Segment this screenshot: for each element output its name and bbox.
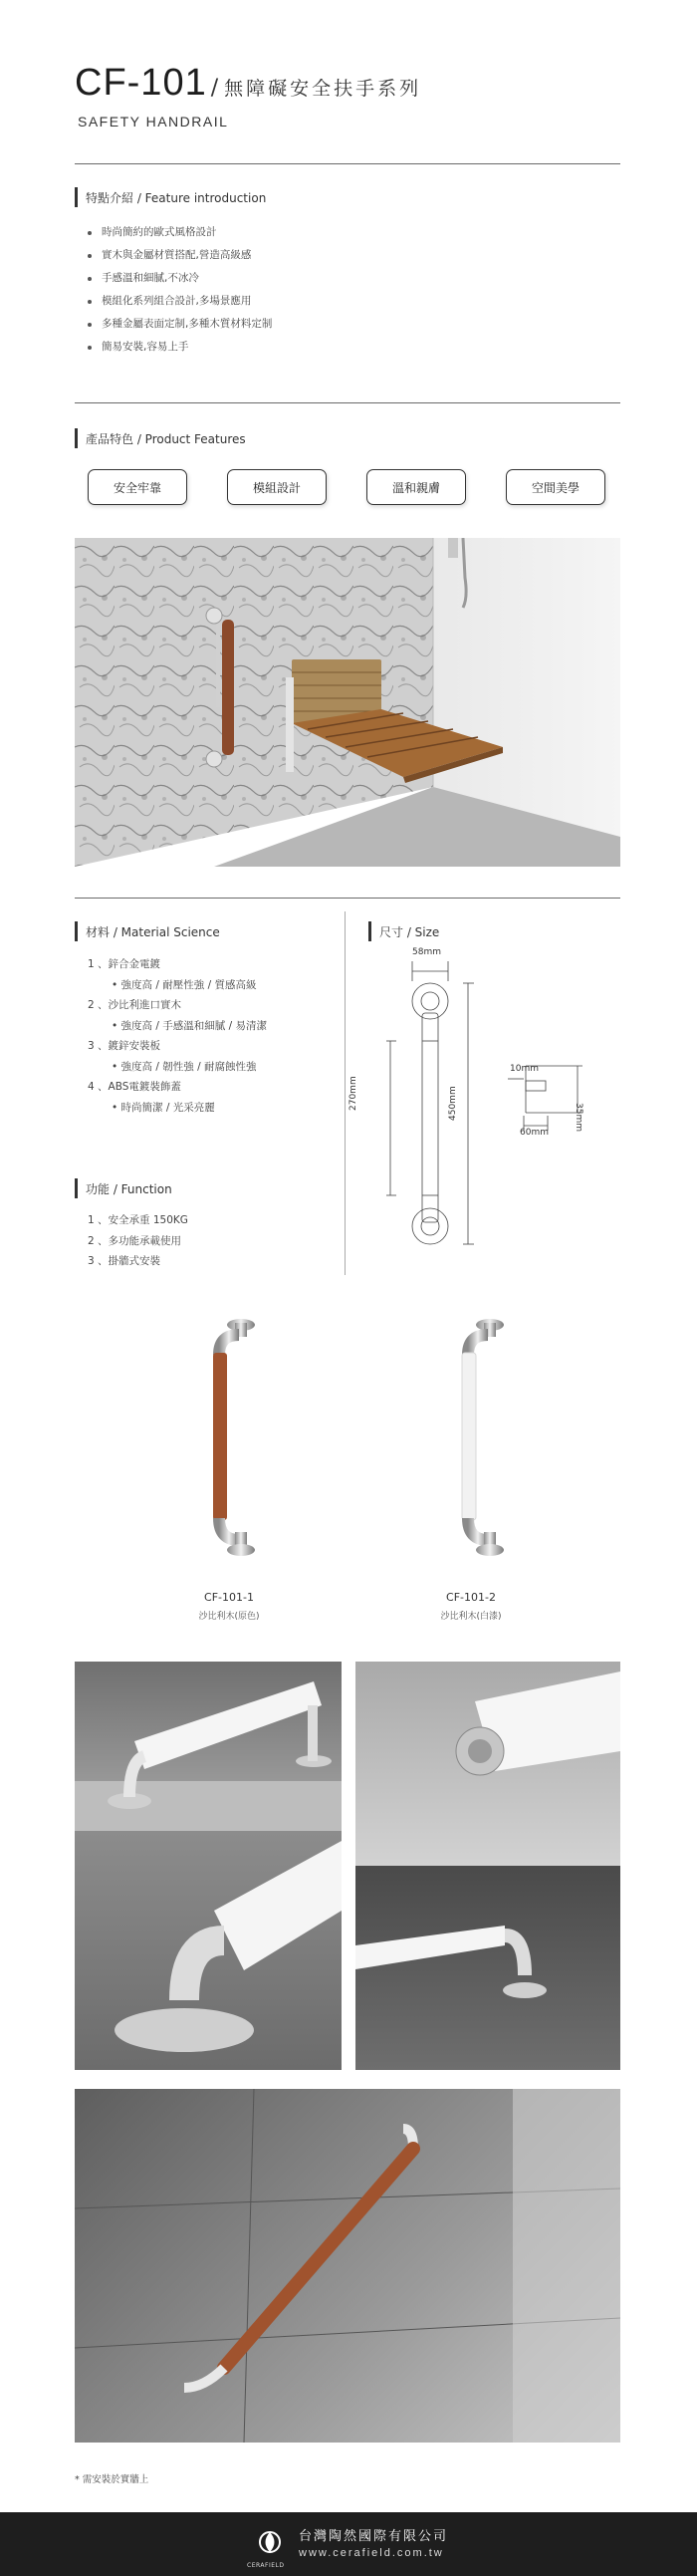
heading-label: 尺寸 / Size	[379, 924, 440, 939]
material-detail: • 強度高 / 耐壓性強 / 質感高級	[112, 978, 257, 991]
title-row	[75, 62, 421, 105]
dim-width: 58mm	[412, 947, 441, 957]
dim-depth: 35mm	[574, 1103, 583, 1132]
brand-logo-icon	[251, 2524, 289, 2566]
divider	[75, 898, 620, 899]
product-desc-1: 沙比利木(原色)	[198, 1612, 260, 1622]
bullet-icon	[88, 323, 92, 327]
material-list	[88, 954, 267, 1118]
footer	[0, 2512, 697, 2576]
heading-label: 特點介紹 / Feature introduction	[86, 190, 267, 205]
title-slash: /	[210, 76, 219, 101]
list-item-text: 實木與金屬材質搭配,營造高級感	[102, 249, 252, 261]
hero-photo	[75, 538, 620, 867]
company-name: 台灣陶然國際有限公司	[299, 2529, 449, 2544]
heading-bar	[75, 1178, 78, 1198]
heading-bar	[75, 921, 78, 941]
detail-photo-1	[75, 1662, 342, 1831]
product-desc-2: 沙比利木(白漆)	[440, 1612, 502, 1622]
size-diagram	[348, 947, 617, 1280]
list-item-text: 模組化系列組合設計,多場景應用	[102, 295, 252, 307]
divider	[75, 402, 620, 403]
material-detail: • 時尚簡潔 / 光采亮麗	[112, 1101, 215, 1114]
detail-photo-4	[355, 1866, 620, 2070]
size-heading	[368, 921, 439, 941]
dim-total: 450mm	[448, 1086, 458, 1121]
list-item-text: 手感溫和細膩,不冰冷	[102, 272, 199, 284]
detail-photo-2	[355, 1662, 620, 1866]
product-image-2	[428, 1305, 528, 1574]
list-item	[88, 267, 272, 290]
bullet-icon	[88, 346, 92, 350]
heading-bar	[75, 187, 78, 207]
bullet-icon	[88, 231, 92, 235]
material-item: 4 、ABS電鍍裝飾蓋	[88, 1081, 181, 1093]
dim-inner: 270mm	[348, 1076, 358, 1111]
install-note: * 需安裝於實牆上	[75, 2474, 149, 2485]
heading-label: 功能 / Function	[86, 1181, 172, 1196]
list-item-text: 多種金屬表面定制,多種木質材料定制	[102, 318, 273, 330]
list-item	[88, 244, 272, 267]
heading-bar	[368, 921, 371, 941]
list-item-text: 簡易安裝,容易上手	[102, 341, 189, 353]
product-model: CF-101	[75, 62, 207, 104]
material-item: 2 、沙比利進口實木	[88, 999, 182, 1011]
product-features-heading	[75, 428, 246, 448]
product-code-1: CF-101-1	[204, 1591, 254, 1604]
page-subtitle: SAFETY HANDRAIL	[78, 114, 229, 129]
heading-label: 產品特色 / Product Features	[86, 431, 246, 446]
feature-intro-heading	[75, 187, 266, 207]
bullet-icon	[88, 254, 92, 258]
dim-tube: 10mm	[510, 1064, 539, 1074]
feature-pills	[88, 469, 605, 505]
function-list	[88, 1210, 188, 1272]
function-item: 1 、安全承重 150KG	[88, 1214, 188, 1226]
list-item	[88, 221, 272, 244]
pill-safe: 安全牢靠	[88, 469, 187, 505]
bullet-icon	[88, 277, 92, 281]
list-item	[88, 313, 272, 336]
website-url: www.cerafield.com.tw	[299, 2547, 444, 2559]
heading-label: 材料 / Material Science	[86, 924, 220, 939]
list-item	[88, 336, 272, 359]
material-item: 3 、鍍鋅安裝板	[88, 1040, 161, 1052]
dim-base: 60mm	[520, 1128, 549, 1138]
product-code-2: CF-101-2	[446, 1591, 496, 1604]
material-detail: • 強度高 / 手感溫和細膩 / 易清潔	[112, 1019, 267, 1032]
column-divider	[345, 911, 346, 1275]
heading-bar	[75, 428, 78, 448]
brand-name: CERAFIELD	[247, 2562, 285, 2569]
function-heading	[75, 1178, 172, 1198]
material-heading	[75, 921, 220, 941]
function-item: 2 、多功能承載使用	[88, 1234, 182, 1247]
list-item-text: 時尚簡約的歐式風格設計	[102, 226, 217, 238]
pill-gentle: 溫和親膚	[366, 469, 466, 505]
pill-modular: 模組設計	[227, 469, 327, 505]
pill-aesthetic: 空間美學	[506, 469, 605, 505]
feature-list	[88, 221, 272, 359]
divider	[75, 163, 620, 164]
material-detail: • 強度高 / 韌性強 / 耐腐蝕性強	[112, 1060, 257, 1073]
list-item	[88, 290, 272, 313]
bullet-icon	[88, 300, 92, 304]
installed-photo	[75, 2089, 620, 2443]
function-item: 3 、掛牆式安裝	[88, 1255, 161, 1267]
detail-photo-3	[75, 1831, 342, 2070]
material-item: 1 、鋅合金電鍍	[88, 958, 161, 970]
series-title: 無障礙安全扶手系列	[224, 78, 422, 100]
product-image-1	[179, 1305, 279, 1574]
